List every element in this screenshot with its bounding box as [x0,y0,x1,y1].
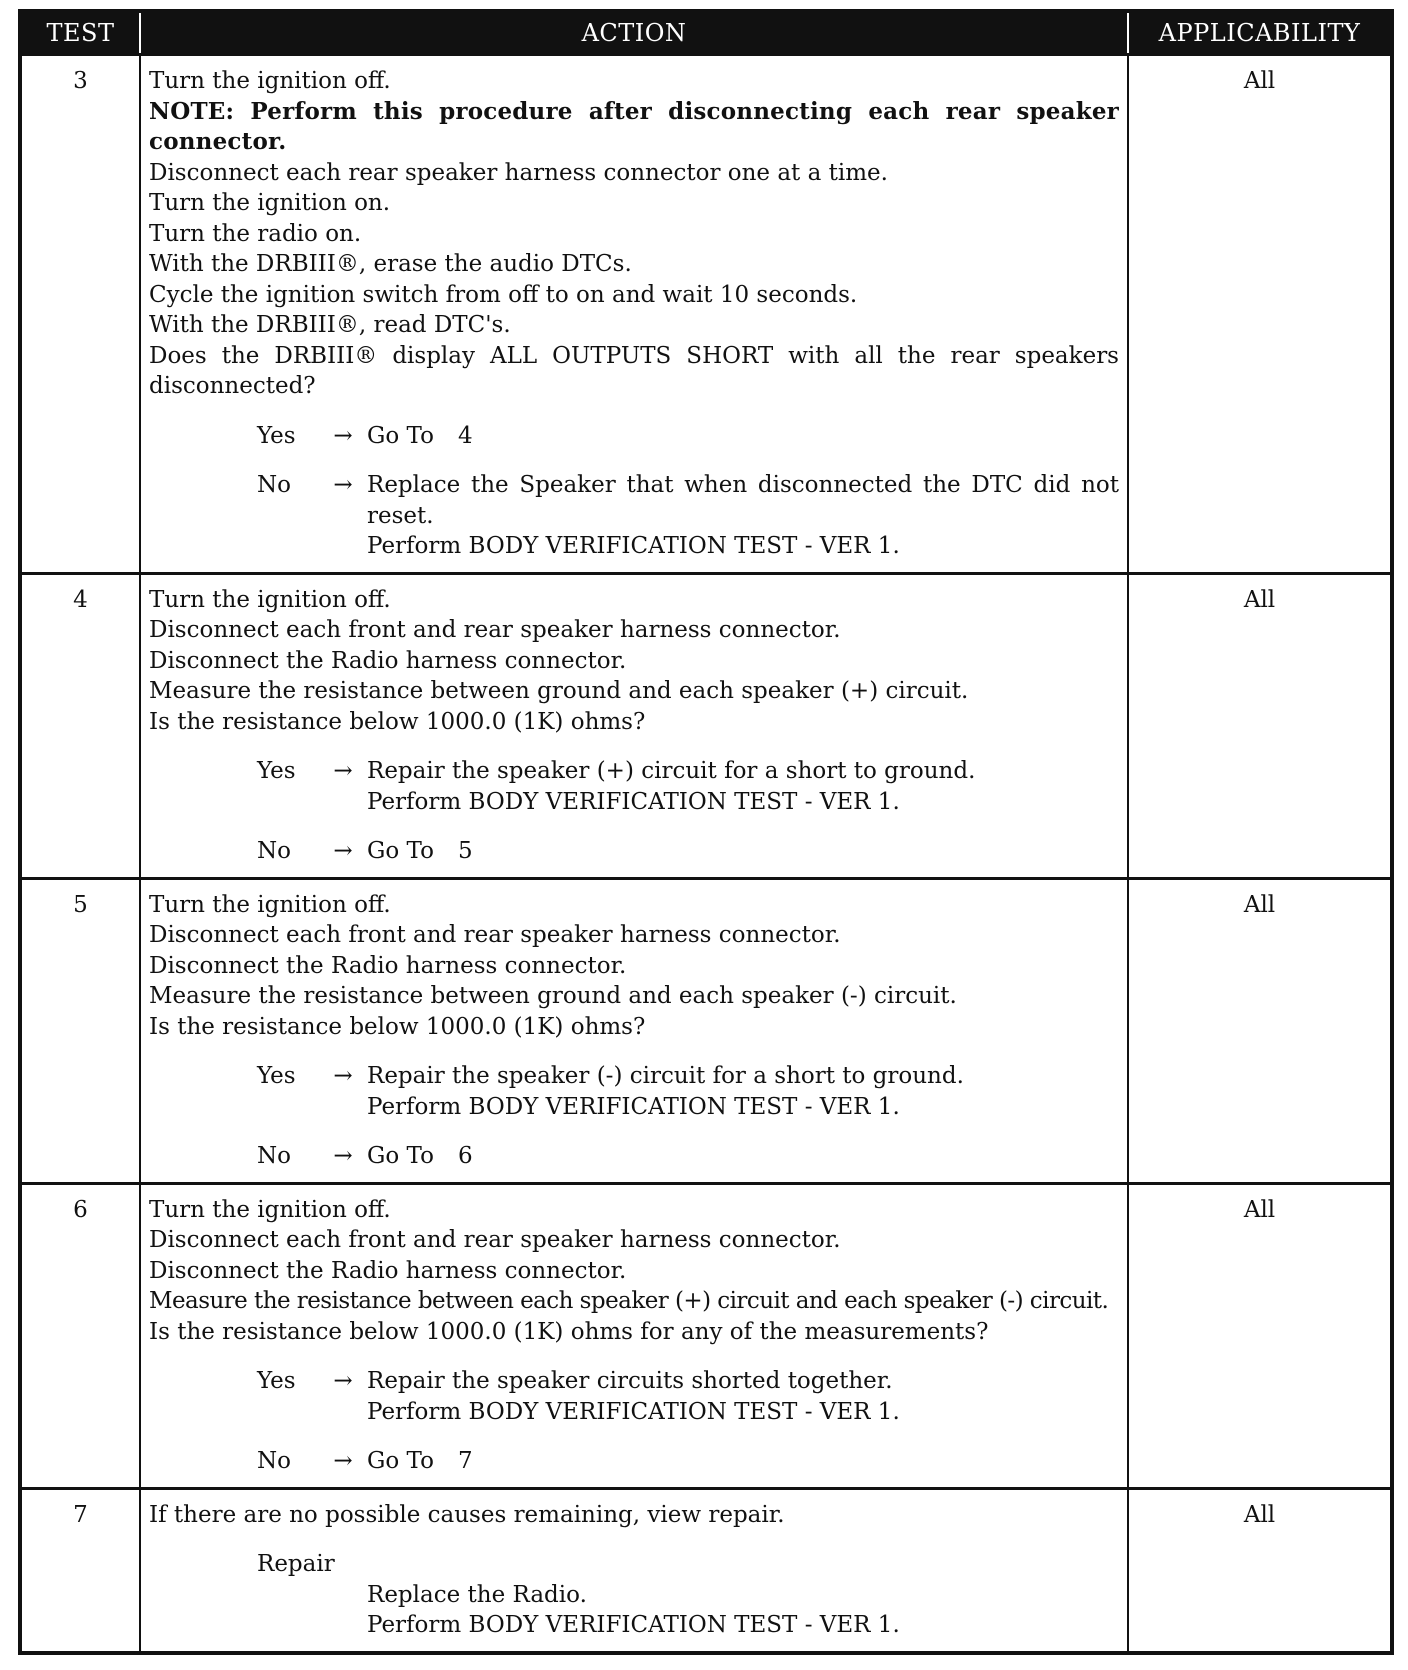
no-result [367,470,1119,562]
yes-branch [257,756,1119,817]
verification-text: Perform BODY VERIFICATION TEST - VER 1. [367,1093,900,1120]
no-label: No [257,1448,291,1474]
result-text: Replace the Speaker that when disconnected the DTC did not reset. [367,472,1119,529]
action-step: Turn the ignition on. [149,190,391,216]
action-step: Disconnect each front and rear speaker harness connector. [149,922,841,948]
no-result [367,1141,1119,1172]
action-step: Disconnect the Radio harness connector. [149,647,627,674]
action-question: Is the resistance below 1000.0 (1K) ohms? [149,1013,646,1040]
arrow-right-icon: → [333,472,353,498]
goto-label: Go To [367,838,434,864]
no-branch [257,1141,1119,1172]
action-step: Turn the ignition off. [149,891,391,918]
yes-result [367,1366,1119,1427]
action-cell [140,55,1128,574]
test-number: 3 [20,55,140,574]
action-step: Turn the ignition off. [149,586,391,613]
applicability-value: All [1128,1183,1392,1488]
action-step: Disconnect the Radio harness connector. [149,952,627,979]
test-number: 5 [20,878,140,1183]
table-row [20,573,1392,878]
yes-label: Yes [257,1063,296,1089]
yes-label: Yes [257,1368,296,1394]
goto-number: 4 [457,422,473,449]
verification-text: Perform BODY VERIFICATION TEST - VER 1. [367,788,900,815]
action-cell [140,878,1128,1183]
goto-number: 5 [457,838,473,864]
yes-result [367,1061,1119,1122]
repair-block [257,1549,1119,1641]
yes-result [367,421,1119,452]
test-number: 6 [20,1183,140,1488]
arrow-right-icon: → [333,1063,353,1089]
action-step: Disconnect each front and rear speaker harness connector. [149,617,841,643]
repair-step: Replace the Radio. [367,1581,587,1608]
no-label: No [257,1143,291,1169]
header-applicability: APPLICABILITY [1128,11,1392,55]
diagnostic-table [18,9,1394,1655]
yes-label: Yes [257,422,296,449]
header-action: ACTION [140,11,1128,55]
action-question: Is the resistance below 1000.0 (1K) ohms for any of the measurements? [149,1318,989,1345]
yes-branch [257,1366,1119,1427]
result-text: Repair the speaker (+) circuit for a short to ground. [367,758,976,784]
goto-label: Go To [367,422,434,449]
action-step: Measure the resistance between each speaker (+) circuit and each speaker (-) circuit. [149,1288,1109,1314]
verification-text: Perform BODY VERIFICATION TEST - VER 1. [367,533,900,559]
action-step: Disconnect each rear speaker harness connector one at a time. [149,159,888,186]
arrow-right-icon: → [333,758,353,784]
action-step: Disconnect each front and rear speaker harness connector. [149,1227,841,1253]
result-text: Repair the speaker circuits shorted together. [367,1368,893,1394]
goto-number: 7 [457,1448,473,1474]
no-result [367,836,1119,867]
yes-branch [257,421,1119,452]
applicability-value: All [1128,1488,1392,1653]
action-step: Turn the radio on. [149,220,362,247]
action-cell [140,1488,1128,1653]
arrow-right-icon: → [333,838,353,864]
test-number: 4 [20,573,140,878]
repair-steps [367,1580,1119,1641]
goto-label: Go To [367,1448,434,1474]
no-branch [257,470,1119,562]
repair-label: Repair [257,1551,335,1577]
header-row [20,11,1392,55]
action-question: Is the resistance below 1000.0 (1K) ohms? [149,708,646,735]
no-label: No [257,472,291,498]
no-result [367,1446,1119,1477]
action-step: With the DRBIII®, erase the audio DTCs. [149,251,632,277]
yes-result [367,756,1119,817]
arrow-right-icon: → [333,1143,353,1169]
goto-label: Go To [367,1143,434,1169]
yes-branch [257,1061,1119,1122]
arrow-right-icon: → [333,1448,353,1474]
action-cell [140,1183,1128,1488]
applicability-value: All [1128,878,1392,1183]
no-branch [257,836,1119,867]
verification-text: Perform BODY VERIFICATION TEST - VER 1. [367,1398,900,1425]
applicability-value: All [1128,55,1392,574]
action-step: Measure the resistance between ground and each speaker (+) circuit. [149,678,969,704]
table-row [20,878,1392,1183]
arrow-right-icon: → [333,1368,353,1394]
test-number: 7 [20,1488,140,1653]
note-text: NOTE: Perform this procedure after disconnecting each rear speaker connector. [149,97,1119,155]
table-row [20,1183,1392,1488]
yes-label: Yes [257,758,296,784]
goto-number: 6 [457,1143,473,1169]
action-step: Measure the resistance between ground and each speaker (-) circuit. [149,983,957,1009]
table-row [20,55,1392,574]
action-step: Disconnect the Radio harness connector. [149,1257,627,1284]
action-step: With the DRBIII®, read DTC's. [149,312,511,338]
no-label: No [257,838,291,864]
action-step: Cycle the ignition switch from off to on and wait 10 seconds. [149,281,858,308]
action-question: Does the DRBIII® display ALL OUTPUTS SHORT with all the rear speakers disconnected? [149,342,1119,399]
no-branch [257,1446,1119,1477]
arrow-right-icon: → [333,422,353,449]
verification-text: Perform BODY VERIFICATION TEST - VER 1. [367,1612,900,1638]
result-text: Repair the speaker (-) circuit for a short to ground. [367,1063,964,1089]
action-step: If there are no possible causes remaining, view repair. [149,1501,785,1528]
action-step: Turn the ignition off. [149,68,391,94]
action-cell [140,573,1128,878]
applicability-value: All [1128,573,1392,878]
header-test: TEST [20,11,140,55]
action-step: Turn the ignition off. [149,1196,391,1223]
table-row [20,1488,1392,1653]
